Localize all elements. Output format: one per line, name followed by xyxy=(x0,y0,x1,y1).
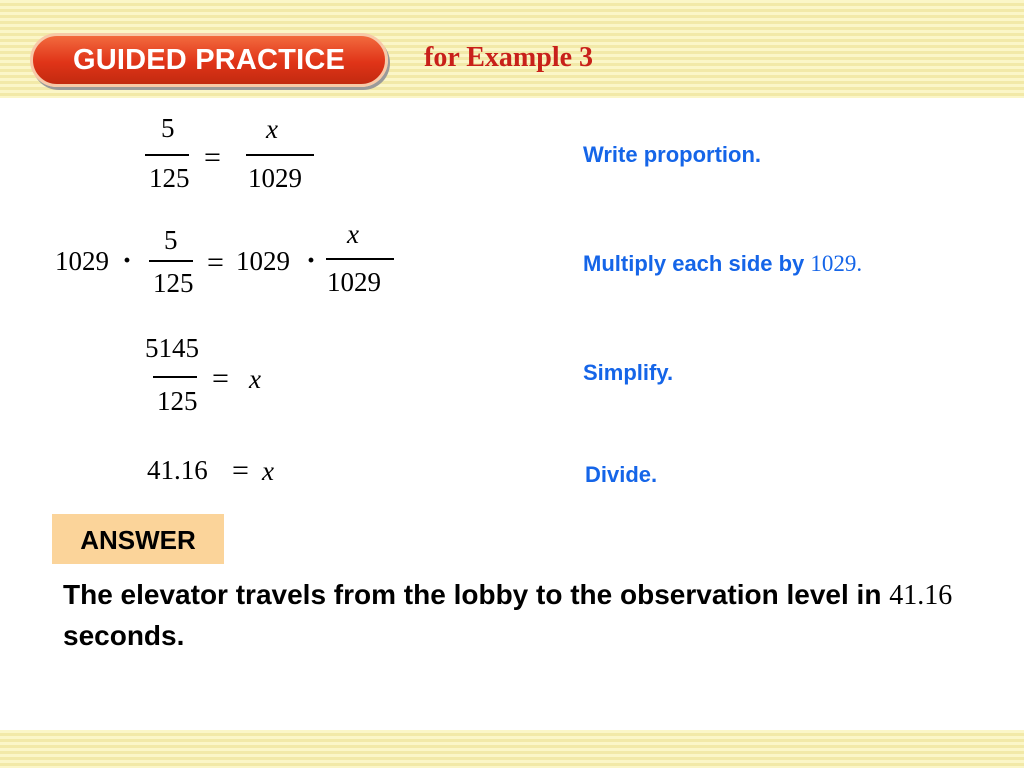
fraction-numerator-variable: x xyxy=(266,114,278,144)
note-value: 1029. xyxy=(810,251,863,276)
step-1-note: Write proportion. xyxy=(583,142,762,167)
fraction-denominator: 125 xyxy=(153,268,194,298)
equals-sign: = xyxy=(207,246,224,279)
fraction-denominator: 125 xyxy=(149,163,190,193)
answer-label: ANSWER xyxy=(52,514,224,564)
fraction-bar xyxy=(246,154,314,156)
fraction-numerator: 5 xyxy=(161,113,175,143)
step-2-note xyxy=(583,251,862,277)
equals-sign: = xyxy=(232,454,249,487)
step-3-note: Simplify. xyxy=(583,360,674,385)
footer-band xyxy=(0,730,1024,768)
multiply-dot: · xyxy=(306,244,317,277)
equals-sign: = xyxy=(212,362,229,395)
equals-sign: = xyxy=(204,141,221,174)
result-value: 41.16 xyxy=(147,455,208,485)
fraction-denominator: 1029 xyxy=(327,267,381,297)
answer-text xyxy=(63,575,963,656)
guided-practice-badge: GUIDED PRACTICE xyxy=(30,33,388,87)
variable: x xyxy=(249,364,261,394)
variable: x xyxy=(262,456,274,486)
fraction-bar xyxy=(153,376,197,378)
fraction-bar xyxy=(145,154,189,156)
example-subtitle: for Example 3 xyxy=(424,42,594,73)
multiply-dot: · xyxy=(122,244,133,277)
fraction-bar xyxy=(326,258,394,260)
step-4-note: Divide. xyxy=(585,462,658,487)
fraction-numerator: 5145 xyxy=(145,333,199,363)
multiplier: 1029 xyxy=(236,246,290,276)
fraction-denominator: 125 xyxy=(157,386,198,416)
fraction-bar xyxy=(149,260,193,262)
fraction-numerator-variable: x xyxy=(347,219,359,249)
fraction-numerator: 5 xyxy=(164,225,178,255)
fraction-denominator: 1029 xyxy=(248,163,302,193)
answer-text-end: seconds. xyxy=(63,620,185,651)
note-text: Multiply each side by xyxy=(583,251,805,276)
answer-text-start: The elevator travels from the lobby to the observation level in xyxy=(63,579,882,610)
multiplier: 1029 xyxy=(55,246,109,276)
answer-value: 41.16 xyxy=(889,580,953,611)
